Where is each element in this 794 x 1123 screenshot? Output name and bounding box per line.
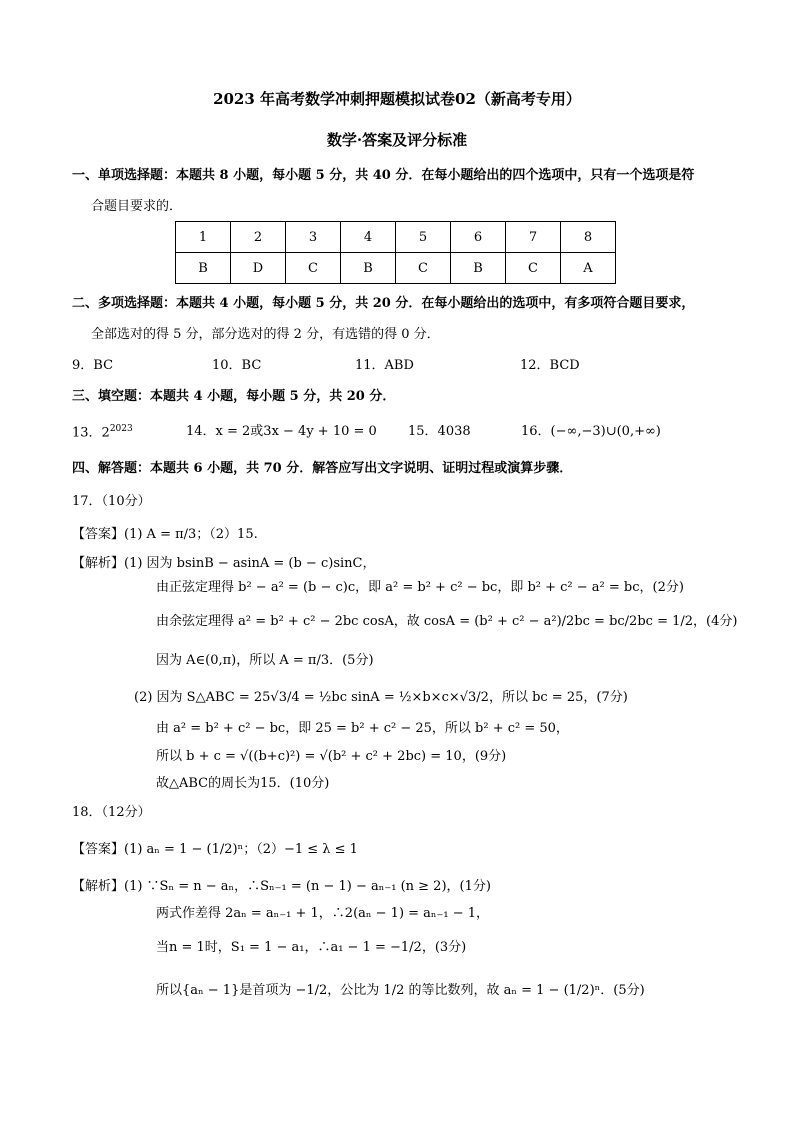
section1-heading-cont: 合题目要求的． [91,199,183,214]
table-cell: 7 [506,222,561,253]
table-cell: C [506,253,561,284]
answer-14: 14．x = 2或3x − 4y + 10 = 0 [186,424,377,439]
section2-heading-cont: 全部选对的得 5 分，部分选对的得 2 分，有选错的得 0 分． [91,327,440,342]
answer-12: 12．BCD [520,358,580,373]
doc-subtitle: 数学·答案及评分标准 [326,131,468,149]
table-cell: D [231,253,286,284]
q17-line: 因为 A∈(0,π)，所以 A = π/3．(5分) [156,653,374,668]
table-cell: 8 [561,222,616,253]
section3-heading: 三、填空题：本题共 4 小题，每小题 5 分，共 20 分． [72,389,396,404]
q18-title: 18．（12分） [72,805,151,820]
section1-heading: 一、单项选择题：本题共 8 小题，每小题 5 分，共 40 分．在每小题给出的四个选项中，只有一个选项是符 [72,168,695,183]
q17-line: 【解析】(1) 因为 bsinB − asinA = (b − c)sinC， [72,556,376,571]
q18-line: 两式作差得 2aₙ = aₙ₋₁ + 1，∴2(aₙ − 1) = aₙ₋₁ − 1， [156,906,490,921]
table-cell: B [451,253,506,284]
table-row [176,253,616,284]
q17-line: 由余弦定理得 a² = b² + c² − 2bc cosA，故 cosA = (b² + c² − a²)/2bc = bc/2bc = 1/2，(4分) [156,614,738,629]
table-cell: 6 [451,222,506,253]
answer-10: 10．BC [212,358,262,373]
answer-11: 11．ABD [355,358,414,373]
q18-line: 【解析】(1) ∵Sₙ = n − aₙ，∴Sₙ₋₁ = (n − 1) − aₙ₋₁ (n ≥ 2)，(1分) [72,879,491,894]
q17-line: 由正弦定理得 b² − a² = (b − c)c，即 a² = b² + c² − bc，即 b² + c² − a² = bc，(2分) [156,580,684,595]
table-cell: 5 [396,222,451,253]
section4-heading: 四、解答题：本题共 6 小题，共 70 分．解答应写出文字说明、证明过程或演算步骤． [72,461,573,476]
q17-answer: 【答案】(1) A = π/3；（2）15. [72,527,258,542]
section2-heading: 二、多项选择题：本题共 4 小题，每小题 5 分，共 20 分．在每小题给出的选项中，有多项符合题目要求， [72,296,695,311]
doc-title: 2023 年高考数学冲刺押题模拟试卷02（新高考专用） [213,90,581,108]
q18-answer: 【答案】(1) aₙ = 1 − (1/2)ⁿ；（2）−1 ≤ λ ≤ 1 [72,842,358,857]
q17-line: 故△ABC的周长为15．(10分) [156,776,330,791]
table-cell: 2 [231,222,286,253]
answer-16: 16．(−∞,−3)∪(0,+∞) [521,424,661,439]
mc-answer-table [175,221,616,284]
q18-line: 当n = 1时，S₁ = 1 − a₁，∴a₁ − 1 = −1/2，(3分) [156,940,467,955]
answer-15: 15．4038 [408,424,471,439]
table-row [176,222,616,253]
answer-13-exp: 2023 [109,424,133,434]
table-cell: B [341,253,396,284]
table-cell: 4 [341,222,396,253]
answer-13 [72,424,133,441]
table-cell: A [561,253,616,284]
table-cell: C [396,253,451,284]
q18-line: 所以{aₙ − 1}是首项为 −1/2，公比为 1/2 的等比数列，故 aₙ = 1 − (1/2)ⁿ．(5分) [156,983,645,998]
q17-title: 17．（10分） [72,494,151,509]
table-cell: 1 [176,222,231,253]
q17-line: 由 a² = b² + c² − bc，即 25 = b² + c² − 25，所以 b² + c² = 50， [156,721,569,736]
q17-line: (2) 因为 S△ABC = 25√3/4 = ½bc sinA = ½×b×c×√3/2，所以 bc = 25，(7分) [134,690,628,705]
table-cell: C [286,253,341,284]
answer-13-base: 13．2 [72,425,110,441]
table-cell: B [176,253,231,284]
answer-9: 9．BC [72,358,114,373]
q17-line: 所以 b + c = √((b+c)²) = √(b² + c² + 2bc) = 10，(9分) [156,749,507,764]
table-cell: 3 [286,222,341,253]
